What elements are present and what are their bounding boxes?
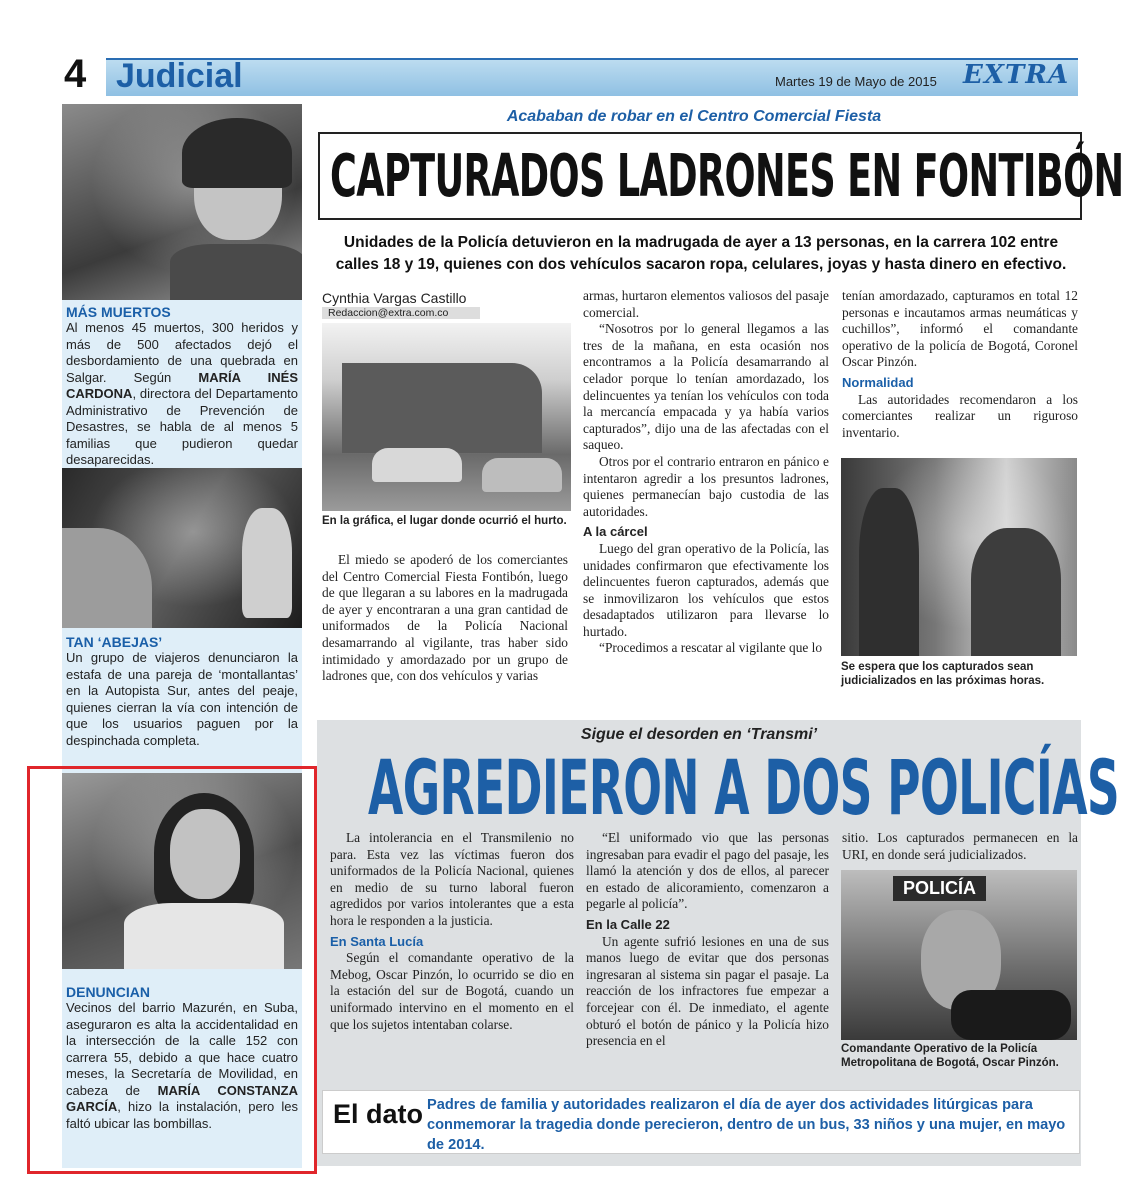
building-shape	[342, 363, 542, 453]
mall-photo	[322, 323, 571, 511]
paragraph: sitio. Los capturados permanecen en la URI, en donde será judicializados.	[842, 830, 1078, 862]
paragraph: Según el comandante operativo de la Mebog, Oscar Pinzón, lo ocurrido se dio en la estación del sur de Bogotá, cuando un uniformado intervino en el momento en el que los sujetos intentaban colarse.	[330, 950, 574, 1032]
paragraph: armas, hurtaron elementos valiosos del pasaje comercial.	[583, 288, 829, 320]
second-col3	[842, 830, 1078, 863]
byline: Cynthia Vargas Castillo	[322, 290, 467, 306]
section-title: Judicial	[116, 57, 243, 95]
sidebar-item-title: DENUNCIAN	[66, 984, 150, 1000]
el-dato-label: El dato	[333, 1099, 424, 1129]
sidebar-item-mas-muertos	[66, 304, 298, 469]
subheading: Normalidad	[842, 374, 914, 390]
car-shape	[372, 448, 462, 482]
capture-photo-caption: Se espera que los capturados sean judicializados en las próximas horas.	[841, 661, 1045, 687]
second-col1	[330, 830, 574, 1033]
main-col2	[583, 288, 829, 657]
paragraph: tenían amordazado, capturamos en total 12 personas e incautamos armas neumáticas y cuchillos”, informó el comandante operativo de la policía de Bogotá, Coronel Oscar Pinzón.	[842, 288, 1078, 370]
paragraph: Otros por el contrario entraron en pánico e intentaron agredir a los presuntos ladrones, quienes permanecían bajo custodia de las autoridades.	[583, 453, 829, 519]
page-header	[60, 52, 1078, 96]
subheading: En la Calle 22	[586, 916, 670, 932]
portrait-body	[170, 244, 302, 300]
sidebar-item-tan-abejas	[66, 634, 298, 749]
subheading: A la cárcel	[583, 524, 648, 540]
second-headline: AGREDIERON A DOS POLICÍAS	[368, 743, 1120, 832]
mall-photo-caption: En la gráfica, el lugar donde ocurrió el hurto.	[322, 515, 567, 527]
portrait-hair	[182, 118, 292, 188]
selection-highlight	[27, 766, 317, 1174]
police-badge-text: POLICÍA	[893, 876, 986, 901]
byline-email: Redaccion@extra.com.co	[322, 307, 480, 319]
commander-photo	[841, 870, 1077, 1040]
highlighted-name: MARÍA CONSTANZA GARCÍA	[66, 1082, 298, 1114]
paragraph: “Procedimos a rescatar al vigilante que lo	[599, 640, 823, 656]
second-col2	[586, 830, 829, 1050]
text-part: Al menos 45 muertos, 300 heridos y más de 500 afectados dejó el desbordamiento de una quebrada en Salgar. Según	[66, 320, 298, 385]
page-number: 4	[64, 52, 87, 96]
sidebar-item-title: TAN ‘ABEJAS’	[66, 634, 163, 650]
suspect-figure	[971, 528, 1061, 656]
sidebar-item-text: Un grupo de viajeros denunciaron la estafa de una pareja de ‘montallantas’ en la Autopista Sur, antes del peaje, quienes cierran la vía con intención de que los usuarios paguen por la despinchada completa.	[66, 650, 298, 748]
main-lede: Unidades de la Policía detuvieron en la madrugada de ayer a 13 personas, en la carrera 102 entre calles 18 y 19, quienes con dos vehículos sacaron ropa, celulares, joyas y hasta dinero en efectivo.	[335, 234, 1067, 273]
issue-date: Martes 19 de Mayo de 2015	[775, 74, 937, 89]
main-kicker: Acababan de robar en el Centro Comercial Fiesta	[506, 108, 882, 125]
text-part: Vecinos del barrio Mazurén, en Suba, aseguraron es alta la accidentalidad en la intersección de la calle 152 con carrera 55, debido a que hace cuatro meses, la Secretaría de Movilidad, en cabeza de	[66, 1000, 298, 1098]
paragraph: “Nosotros por lo general llegamos a las tres de la mañana, en esta ocasión nos encontramos a la Policía desamarrando al celador porque lo tenían amordazado, los delincuentes ya tenían los vehículos con toda la mercancía empacada y ya había varios capturados”, dijo una de las afectadas con el saqueo.	[583, 321, 829, 453]
main-col3	[842, 288, 1078, 441]
paragraph: Luego del gran operativo de la Policía, las unidades confirmaron que efectivamente los delincuentes fueron capturados, además que se inmovilizaron los vehículos que estos desadaptados utilizaron para llevarse lo hurtado.	[583, 540, 829, 639]
highlighted-name: MARÍA INÉS CARDONA	[66, 369, 298, 401]
main-col1	[322, 552, 568, 685]
commander-photo-caption: Comandante Operativo de la Policía Metropolitana de Bogotá, Oscar Pinzón.	[841, 1043, 1059, 1069]
police-figure	[859, 488, 919, 656]
main-headline: CAPTURADOS LADRONES EN FONTIBÓN	[330, 141, 1124, 210]
sidebar-item-text	[66, 320, 298, 469]
paragraph: “El uniformado vio que las personas ingresaban para evadir el pago del pasaje, les llamó la atención y dos de ellos, al parecer en estado de alicoramiento, comenzaron a pegarle al policía”.	[586, 830, 829, 912]
text-part: , directora del Departamento Administrativo de Prevención de Desastres, se habla de al menos 5 familias que pudieron quedar desaparecidas.	[66, 386, 298, 467]
capture-photo	[841, 458, 1077, 656]
el-dato-text: Padres de familia y autoridades realizaron el día de ayer dos actividades litúrgicas para conmemorar la tragedia donde perecieron, dentro de un bus, 33 niños y una mujer, en mayo de 2014.	[427, 1097, 1066, 1153]
sidebar-photo-couple	[62, 468, 302, 628]
second-kicker: Sigue el desorden en ‘Transmi’	[580, 726, 818, 743]
car-shape	[482, 458, 562, 492]
text-part: , hizo la instalación, pero les faltó ubicar las bombillas.	[66, 1099, 298, 1131]
microphone-shape	[951, 990, 1071, 1040]
paragraph: Las autoridades recomendaron a los comerciantes realizar un riguroso inventario.	[842, 391, 1078, 440]
sidebar-item-title: MÁS MUERTOS	[66, 304, 171, 320]
extra-logo: EXTRA	[963, 60, 1070, 90]
el-dato-box	[322, 1090, 1080, 1154]
sidebar-photo-woman	[62, 104, 302, 300]
paragraph: Un agente sufrió lesiones en una de sus manos luego de evitar que dos personas ingresaran al sistema sin pagar el pasaje. La reacción de los infractores fue empezar a forcejear con él. De inmediato, el agente obturó el botón de pánico y la Policía hizo presencia en el	[586, 933, 829, 1049]
paragraph: El miedo se apoderó de los comerciantes del Centro Comercial Fiesta Fontibón, luego de que llegaran a su labores en la madrugada de ayer y encontraran a una gran cantidad de uniformados de la Policía Nacional desamarrando al vigilante, tras haber sido intimidado y amordazado por un grupo de ladrones que, con dos vehículos y varias	[322, 552, 568, 684]
main-headline-box	[318, 132, 1124, 220]
subheading: En Santa Lucía	[330, 933, 424, 949]
person-shape	[242, 508, 292, 618]
paragraph: La intolerancia en el Transmilenio no para. Esta vez las víctimas fueron dos uniformados de la Policía Nacional, quienes en medio de su turno laboral fueron agredidos por varios intolerantes que a esta hora le responden a la justicia.	[330, 830, 574, 928]
